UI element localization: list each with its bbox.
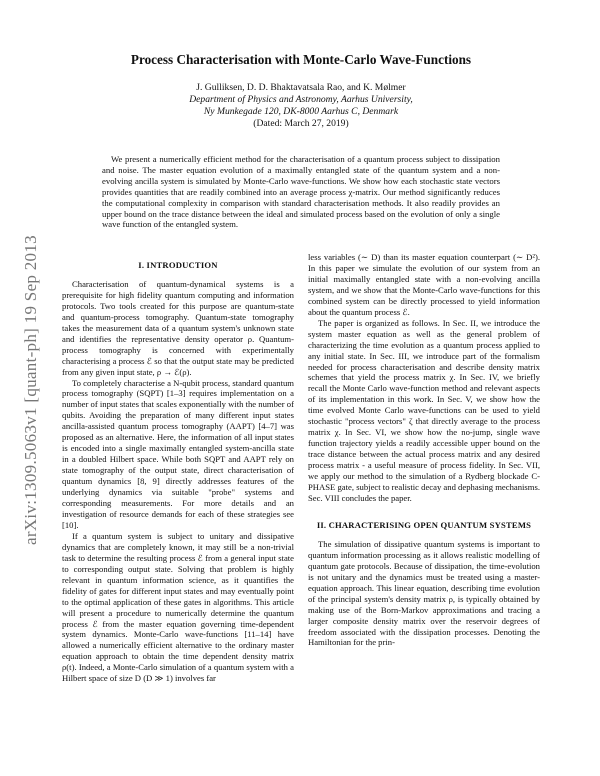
affiliation-line-2: Ny Munkegade 120, DK-8000 Aarhus C, Denmark (203, 106, 399, 117)
paper-date: (Dated: March 27, 2019) (253, 118, 349, 129)
intro-paragraph-1: Characterisation of quantum-dynamical systems is a prerequisite for high fidelity quantum computing and information protocols. Two tools created for this purpose are quantum-state and quantum-process tomography. Quantum-state tomography takes the measurement data of a quantum system's unknown state and identifies the representative density operator ρ. Quantum-process tomography is concerned with experimentally characterising a process ℰ so that the output state may be predicted from any given input state, ρ → ℰ(ρ). (62, 278, 294, 377)
outline-paragraph: The paper is organized as follows. In Sec. II, we introduce the system master equation as well as the general problem of characterizing the time evolution as a quantum process applied to any initial state. In Sec. III, we introduce part of the formalism needed for process characterisation and describe density matrix schemes that yield the process matrix χ. In Sec. IV, we briefly recall the Monte Carlo wave-function method and relevant aspects of its implementation in this work. In Sec. V, we show how the time evolved Monte Carlo wave-functions can be used to yield stochastic "process vectors" ζ that directly average to the process matrix χ. In Sec. VI, we show how the no-jump, single wave function trajectory yields a readily accessible upper bound on the trace distance between the actual process matrix and any desired process matrix - a useful measure of process fidelity. In Sec. VII, we apply our method to the simulation of a Rydberg blockade C-PHASE gate, subject to realistic decay and dephasing mechanisms. Sec. VIII concludes the paper. (308, 317, 540, 503)
paper-authors: J. Gulliksen, D. D. Bhaktavatsala Rao, and K. Mølmer (196, 82, 406, 93)
paper-header (62, 52, 540, 130)
left-column (62, 252, 294, 684)
intro-paragraph-continued: less variables (∼ D) than its master equation counterpart (∼ D²). In this paper we simulate the evolution of our system from an initial maximally entangled state with a non-evolving ancilla system, and we show that the Monte-Carlo wave-functions for this combined system can be directly processed to yield information about the quantum process ℰ. (308, 252, 540, 317)
arxiv-identifier-text: arXiv:1309.5063v1 [quant-ph] 19 Sep 2013 (21, 235, 40, 545)
intro-paragraph-3: If a quantum system is subject to unitary and dissipative dynamics that are completely known, it may still be a non-trivial task to determine the resulting process ℰ from a general input state to corresponding output state. Solving that problem is highly relevant in quantum information science, as it quantifies the fidelity of gates for different input states and may eventually point to the optimal application of these gates in algorithms. This article will present a procedure to numerically determine the quantum process ℰ from the master equation governing time-dependent system dynamics. Monte-Carlo wave-functions [11–14] have allowed a numerically efficient alternative to the ordinary master equation approach to obtain the time dependent density matrix ρ(t). Indeed, a Monte-Carlo simulation of a quantum system with a Hilbert space of size D (D ≫ 1) involves far (62, 530, 294, 684)
right-column (308, 252, 540, 648)
arxiv-identifier-stamp (16, 180, 46, 600)
section-2-paragraph-1: The simulation of dissipative quantum systems is important to quantum information processing as it allows realistic modelling of quantum gate protocols. Because of dissipation, the time-evolution is not unitary and the dynamics must be treated using a master-equation approach. This linear equation, describing time evolution of the principal system's density matrix ρ, is typically obtained by making use of the Born-Markov approximations and tracing a larger composite density matrix over the reservoir degrees of freedom associated with the dissipation processes. Denoting the Hamiltonian for the prin- (308, 538, 540, 648)
paper-title: Process Characterisation with Monte-Carlo Wave-Functions (130, 52, 472, 67)
section-heading-open-systems: II. CHARACTERISING OPEN QUANTUM SYSTEMS (316, 519, 532, 530)
affiliation-line-1: Department of Physics and Astronomy, Aarhus University, (189, 94, 413, 105)
abstract: We present a numerically efficient method for the characterisation of a quantum process subject to dissipation and noise. The master equation evolution of a maximally entangled state of the quantum system and a non-evolving ancilla system is simulated by Monte-Carlo wave-functions. We show how each stochastic state vectors provides quantities that are readily combined into an average process χ-matrix. Our method significantly reduces the computational complexity in comparison with standard characterisation methods. It also readily provides an upper bound on the trace distance between the ideal and simulated process based on the evolution of only a single wave function of the entangled system. (102, 154, 500, 230)
section-heading-introduction: I. INTRODUCTION (138, 260, 218, 270)
intro-paragraph-2: To completely characterise a N-qubit process, standard quantum process tomography (SQPT) [1–3] requires implementation on a number of input states that scales exponentially with the number of qubits. Avoiding the preparation of many different input states ancilla-assisted quantum process tomography (AAPT) [4–7] was proposed as an alternative. Here, the information of all input states is encoded into a single maximally entangled system-ancilla state in a doubled Hilbert space. While both SQPT and AAPT rely on state tomography of the output state, direct characterisation of quantum dynamics [8, 9] directly addresses features of the underlying dynamics via suitable "probe" systems and corresponding measurements. For more details and an investigation of resource demands for each of these strategies see [10]. (62, 377, 294, 530)
